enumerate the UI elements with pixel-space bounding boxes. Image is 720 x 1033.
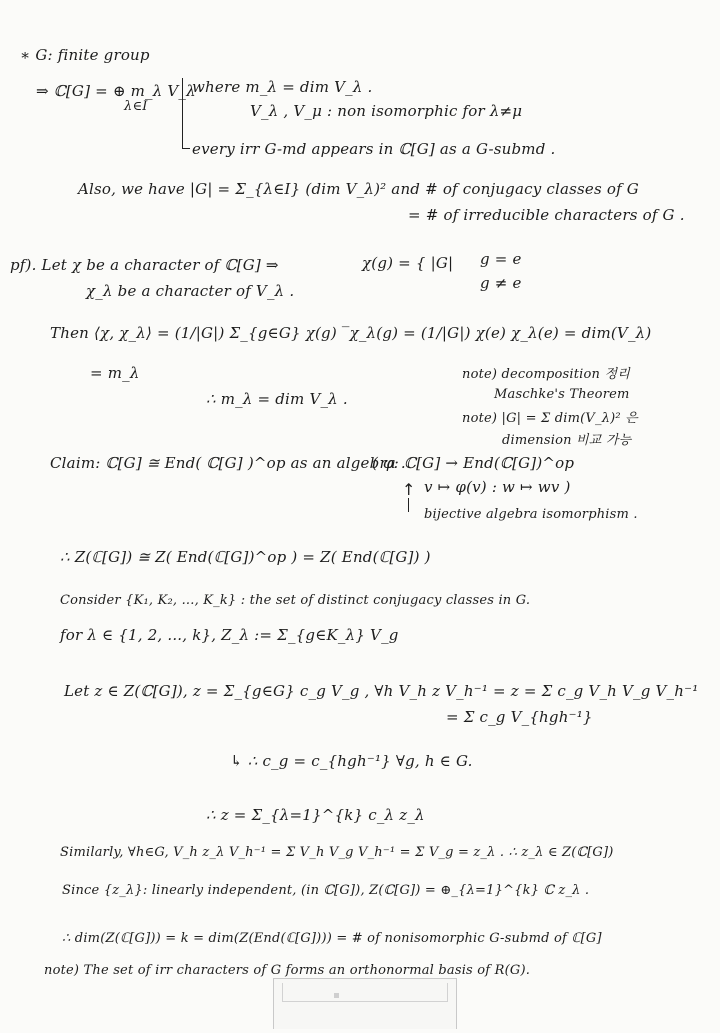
center-isomorphism-line: ∴ Z(ℂ[G]) ≅ Z( End(ℂ[G])^op ) = Z( End(ℂ[G]) )	[60, 548, 431, 566]
dimension-center-line: ∴ dim(Z(ℂ[G])) = k = dim(Z(End(ℂ[G]))) = # of nonisomorphic G-submd of ℂ[G]	[62, 931, 602, 946]
where-brace-hook	[182, 148, 190, 149]
equals-m-lambda: = m_λ	[90, 364, 140, 382]
coefficient-invariance: ↳ ∴ c_g = c_{hgh⁻¹} ∀g, h ∈ G.	[230, 752, 473, 770]
non-isomorphic-line: V_λ , V_μ : non isomorphic for λ≠μ	[250, 102, 523, 120]
finite-group-heading: ∗ G: finite group	[20, 46, 150, 64]
linear-independence-line: Since {z_λ}: linearly independent, (in ℂ[G]), Z(ℂ[G]) = ⊕_{λ=1}^{k} ℂ z_λ .	[62, 883, 590, 898]
irreducible-characters-line: = # of irreducible characters of G .	[408, 206, 685, 224]
bijective-hook	[408, 498, 409, 512]
similarly-line: Similarly, ∀h∈G, V_h z_λ V_h⁻¹ = Σ V_h V_g V_h⁻¹ = Σ V_g = z_λ . ∴ z_λ ∈ Z(ℂ[G])	[60, 845, 614, 860]
proof-let-chi-line: pf). Let χ be a character of ℂ[G] ⇒	[10, 256, 279, 274]
chi-lambda-line: χ_λ be a character of V_λ .	[86, 282, 295, 300]
conjugacy-classes-line: Consider {K₁, K₂, ..., K_k} : the set of distinct conjugacy classes in G.	[60, 593, 531, 608]
inner-product-line: Then ⟨χ, χ_λ⟩ = (1/|G|) Σ_{g∈G} χ(g) ‾χ_λ(g) = (1/|G|) χ(e) χ_λ(e) = dim(V_λ)	[50, 324, 652, 342]
orthonormal-basis-note: note) The set of irr characters of G forms an orthonormal basis of R(G).	[44, 963, 531, 978]
m-lambda-equals-dim: ∴ m_λ = dim V_λ .	[206, 390, 348, 408]
phi-map-def: ( φ: ℂ[G] → End(ℂ[G])^op	[372, 454, 575, 472]
dimension-compare: dimension 비교 가능	[502, 433, 632, 448]
maschke-theorem: Maschke's Theorem	[494, 387, 630, 402]
claim-line: Claim: ℂ[G] ≅ End( ℂ[G] )^op as an algebra .	[50, 454, 406, 472]
binder-tab-inner	[282, 983, 448, 1002]
bijective-line: bijective algebra isomorphism .	[424, 507, 638, 522]
binder-tab-mark	[334, 993, 339, 998]
note-order-sum: note) |G| = Σ dim(V_λ)² 은	[462, 411, 638, 426]
multiplicity-def: where m_λ = dim V_λ .	[192, 78, 373, 96]
also-we-have-line: Also, we have |G| = Σ_{λ∈I} (dim V_λ)² and # of conjugacy classes of G	[78, 180, 639, 198]
up-arrow-icon: ↑	[402, 480, 416, 499]
conjugated-sum-line: = Σ c_g V_{hgh⁻¹}	[446, 708, 593, 726]
case-g-not-e: g ≠ e	[480, 274, 522, 292]
note-decomposition: note) decomposition 정리	[462, 367, 630, 382]
z-decomposition: ∴ z = Σ_{λ=1}^{k} c_λ z_λ	[206, 806, 425, 824]
decomposition-formula: ⇒ ℂ[G] = ⊕ m_λ V_λ	[36, 82, 196, 100]
decomposition-index: λ∈I	[124, 99, 148, 114]
chi-g-cases: χ(g) = { |G|	[362, 254, 454, 272]
binder-tab	[273, 978, 457, 1029]
center-element-line: Let z ∈ Z(ℂ[G]), z = Σ_{g∈G} c_g V_g , ∀h V_h z V_h⁻¹ = z = Σ c_g V_h V_g V_h⁻¹	[64, 682, 699, 700]
case-g-equals-e: g = e	[480, 250, 522, 268]
every-irr-line: every irr G-md appears in ℂ[G] as a G-submd .	[192, 140, 556, 158]
class-sum-def: for λ ∈ {1, 2, ..., k}, Z_λ := Σ_{g∈K_λ} V_g	[60, 626, 399, 644]
phi-map-action: v ↦ φ(v) : w ↦ wv )	[424, 478, 571, 496]
where-brace	[182, 78, 183, 148]
